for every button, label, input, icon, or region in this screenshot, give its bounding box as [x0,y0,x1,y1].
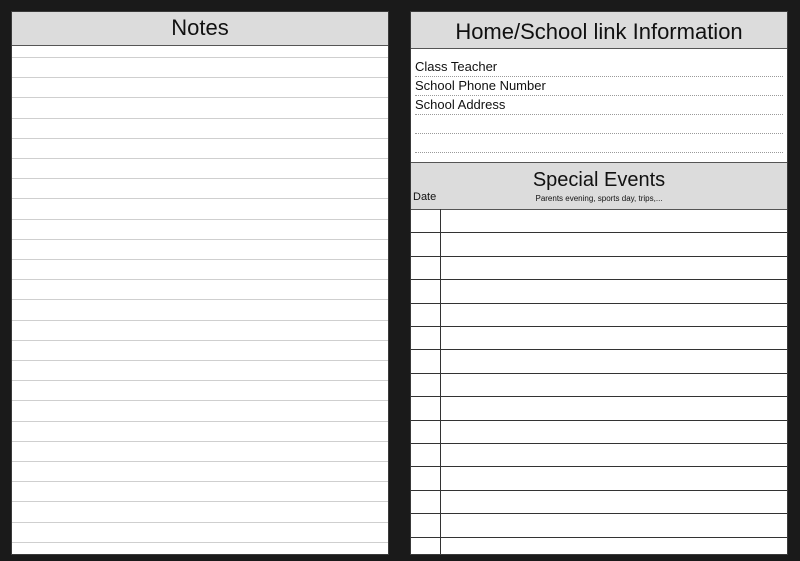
notes-ruled-line[interactable] [12,239,388,240]
event-row-line[interactable] [411,303,787,304]
event-row-line[interactable] [411,466,787,467]
notes-panel [11,11,389,555]
date-column-label: Date [413,191,437,203]
notes-ruled-line[interactable] [12,299,388,300]
notes-ruled-line[interactable] [12,360,388,361]
info-field[interactable] [415,133,783,153]
event-row-line[interactable] [411,537,787,538]
notes-ruled-line[interactable] [12,542,388,543]
notes-ruled-line[interactable] [12,522,388,523]
notes-lines[interactable] [12,46,388,554]
special-events-header [411,162,787,210]
event-row-line[interactable] [411,256,787,257]
notes-ruled-line[interactable] [12,320,388,321]
notes-ruled-line[interactable] [12,219,388,220]
notes-title: Notes [12,12,388,46]
notes-ruled-line[interactable] [12,97,388,98]
info-field[interactable]: Class Teacher [415,57,783,77]
notes-ruled-line[interactable] [12,461,388,462]
special-events-subtitle: Parents evening, sports day, trips,... [535,194,663,203]
notes-ruled-line[interactable] [12,380,388,381]
notes-ruled-line[interactable] [12,138,388,139]
event-row-line[interactable] [411,279,787,280]
notes-ruled-line[interactable] [12,340,388,341]
event-row-line[interactable] [411,420,787,421]
special-events-title: Special Events [532,169,666,191]
event-row-line[interactable] [411,396,787,397]
notes-ruled-line[interactable] [12,400,388,401]
event-row-line[interactable] [411,513,787,514]
notes-ruled-line[interactable] [12,158,388,159]
home-school-panel [410,11,788,555]
notes-ruled-line[interactable] [12,178,388,179]
notes-ruled-line[interactable] [12,118,388,119]
info-field[interactable]: School Phone Number [415,76,783,96]
info-field[interactable]: School Address [415,95,783,115]
event-row-line[interactable] [411,326,787,327]
notes-ruled-line[interactable] [12,57,388,58]
notes-ruled-line[interactable] [12,198,388,199]
event-row-line[interactable] [411,490,787,491]
notes-ruled-line[interactable] [12,259,388,260]
notes-ruled-line[interactable] [12,279,388,280]
date-column-divider [440,209,441,554]
notes-ruled-line[interactable] [12,501,388,502]
notes-ruled-line[interactable] [12,77,388,78]
event-row-line[interactable] [411,349,787,350]
event-row-line[interactable] [411,373,787,374]
special-events-table [411,209,787,554]
notes-ruled-line[interactable] [12,441,388,442]
notes-ruled-line[interactable] [12,421,388,422]
info-field[interactable] [415,114,783,134]
event-row-line[interactable] [411,232,787,233]
notes-ruled-line[interactable] [12,481,388,482]
event-row-line[interactable] [411,443,787,444]
home-school-title: Home/School link Information [411,12,787,49]
